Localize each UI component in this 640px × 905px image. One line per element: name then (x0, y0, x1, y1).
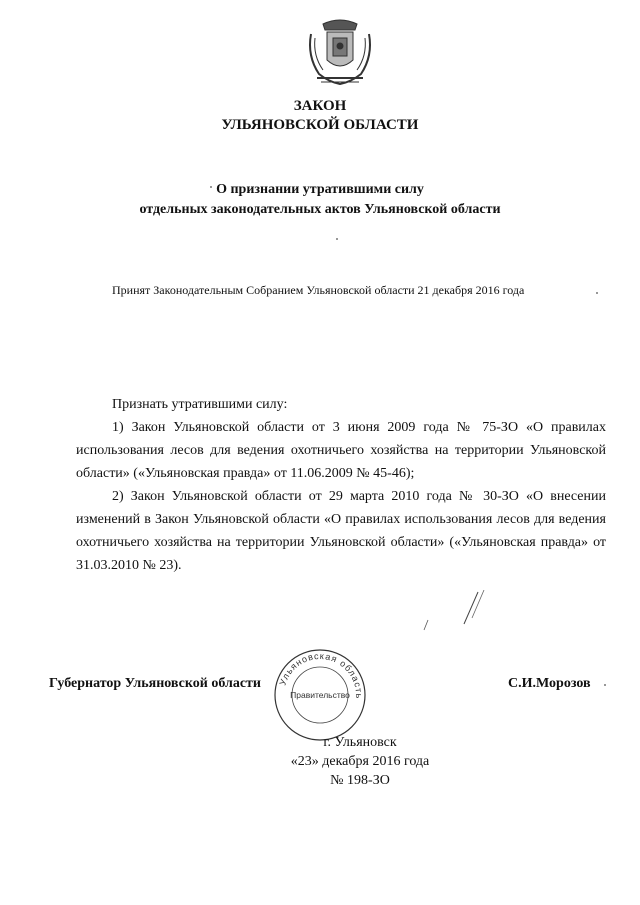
scan-speck (604, 684, 606, 686)
document-footer (290, 733, 430, 790)
subject-line-2: отдельных законодательных актов Ульяновской области (139, 202, 501, 217)
official-seal-stamp (272, 647, 368, 743)
adoption-note: Принят Законодательным Собранием Ульяновской области 21 декабря 2016 года (112, 283, 525, 297)
governor-title: Губернатор Ульяновской области (49, 676, 261, 691)
footer-city: г. Ульяновск (323, 735, 397, 750)
body-item-2: 2) Закон Ульяновской области от 29 марта 2010 года № 30-ЗО «О внесении изменений в Закон Ульяновской области «О правилах использования лесов для ведения охотничьего хозяйства на территории Ульяновской области» («Ульяновская правда» от 31.03.2010 № 23). (76, 489, 606, 573)
pen-scribble (420, 590, 490, 635)
body-item-1: 1) Закон Ульяновской области от 3 июня 2009 года № 75-ЗО «О правилах использования лесов для ведения охотничьего хозяйства на территории Ульяновской области» («Ульяновская правда» от 11.06.2009 № 45-46); (76, 420, 606, 481)
law-body (76, 393, 606, 577)
body-intro: Признать утратившими силу: (112, 397, 288, 412)
law-region: УЛЬЯНОВСКОЙ ОБЛАСТИ (221, 117, 419, 133)
scan-speck (336, 238, 338, 240)
law-word: ЗАКОН (293, 98, 347, 114)
footer-number: № 198-ЗО (330, 773, 390, 788)
governor-name: С.И.Морозов (508, 676, 591, 691)
seal-ring-text: Ульяновская область (277, 650, 365, 700)
law-subject (0, 180, 640, 220)
seal-center-text: Правительство (290, 690, 350, 700)
law-title (0, 97, 640, 135)
scan-speck (210, 186, 212, 188)
footer-date: «23» декабря 2016 года (290, 754, 430, 769)
coat-of-arms-emblem (303, 16, 377, 88)
subject-line-1: О признании утратившими силу (216, 182, 424, 197)
scan-speck (596, 292, 598, 294)
